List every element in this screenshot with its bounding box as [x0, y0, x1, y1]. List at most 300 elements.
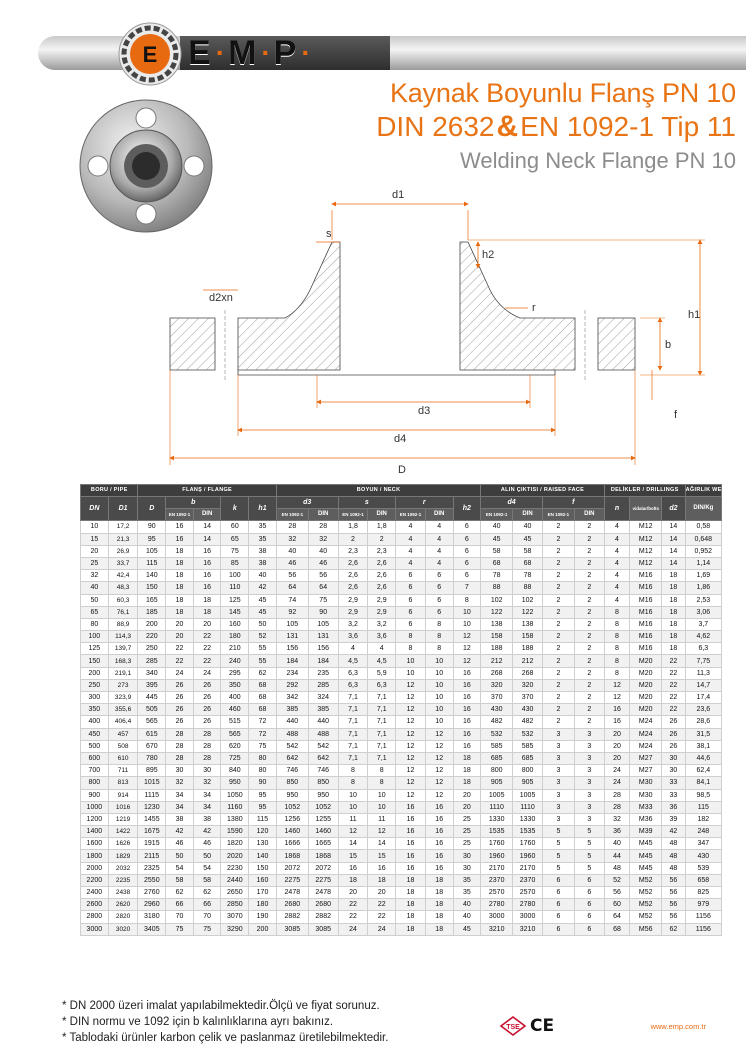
- table-cell: 7,1: [338, 704, 368, 716]
- table-cell: 488: [276, 728, 308, 740]
- table-cell: 16: [604, 704, 630, 716]
- table-cell: 18: [166, 582, 194, 594]
- table-cell: 24: [604, 765, 630, 777]
- table-cell: 32: [166, 777, 194, 789]
- table-cell: 2230: [221, 862, 249, 874]
- table-cell: 56: [662, 887, 685, 899]
- table-cell: 32: [308, 533, 338, 545]
- table-cell: 2850: [221, 899, 249, 911]
- table-cell: 18: [453, 765, 481, 777]
- table-cell: 12: [396, 716, 426, 728]
- table-cell: 4: [338, 643, 368, 655]
- table-cell: 905: [513, 777, 543, 789]
- table-cell: 1,86: [685, 582, 721, 594]
- table-cell: 1960: [513, 850, 543, 862]
- table-cell: 168,3: [108, 655, 138, 667]
- table-cell: 18: [425, 923, 453, 935]
- table-cell: 95: [138, 533, 166, 545]
- table-cell: 8: [396, 631, 426, 643]
- table-cell: 28: [193, 728, 221, 740]
- table-cell: 34: [193, 789, 221, 801]
- table-cell: M45: [630, 838, 662, 850]
- table-cell: 40: [308, 545, 338, 557]
- table-row: [81, 874, 722, 886]
- table-cell: 22: [193, 643, 221, 655]
- table-cell: M45: [630, 862, 662, 874]
- table-row: [81, 655, 722, 667]
- table-cell: 6: [453, 521, 481, 533]
- table-cell: 100: [81, 631, 109, 643]
- website-link[interactable]: www.emp.com.tr: [650, 1022, 706, 1031]
- table-cell: 66: [193, 899, 221, 911]
- table-cell: 7: [453, 582, 481, 594]
- table-cell: 2115: [138, 850, 166, 862]
- table-cell: 1665: [308, 838, 338, 850]
- table-cell: 2600: [81, 899, 109, 911]
- table-row: [81, 606, 722, 618]
- table-row: [81, 557, 722, 569]
- table-cell: 3: [574, 813, 604, 825]
- table-cell: 26: [662, 716, 685, 728]
- table-cell: 20: [604, 752, 630, 764]
- table-cell: 5: [574, 862, 604, 874]
- table-cell: 500: [81, 740, 109, 752]
- table-cell: 2: [574, 521, 604, 533]
- table-cell: 1800: [81, 850, 109, 862]
- table-cell: 46: [193, 838, 221, 850]
- table-cell: 138: [481, 618, 513, 630]
- table-cell: 12: [396, 679, 426, 691]
- table-cell: 28: [166, 752, 194, 764]
- table-cell: 385: [276, 704, 308, 716]
- table-cell: 52: [249, 631, 277, 643]
- table-cell: 62: [166, 887, 194, 899]
- table-cell: 56: [662, 899, 685, 911]
- table-cell: 2680: [308, 899, 338, 911]
- table-cell: 26: [166, 716, 194, 728]
- table-cell: 850: [308, 777, 338, 789]
- table-cell: 323,9: [108, 692, 138, 704]
- table-cell: 1535: [513, 826, 543, 838]
- col-d4: d4: [481, 497, 543, 509]
- table-cell: 24: [193, 667, 221, 679]
- table-cell: 1868: [276, 850, 308, 862]
- table-cell: 7,1: [368, 752, 396, 764]
- table-cell: 58: [481, 545, 513, 557]
- std-din: DIN: [308, 509, 338, 521]
- table-cell: 26,9: [108, 545, 138, 557]
- table-cell: M20: [630, 667, 662, 679]
- table-cell: 2: [542, 594, 574, 606]
- table-row: [81, 618, 722, 630]
- table-cell: 532: [481, 728, 513, 740]
- label-r: r: [532, 302, 536, 314]
- table-cell: 5: [542, 838, 574, 850]
- table-cell: 6: [453, 533, 481, 545]
- table-cell: 979: [685, 899, 721, 911]
- table-cell: 2820: [108, 911, 138, 923]
- table-cell: 350: [221, 679, 249, 691]
- table-cell: 2: [542, 533, 574, 545]
- col-r: r: [396, 497, 453, 509]
- table-cell: 2760: [138, 887, 166, 899]
- table-cell: 190: [249, 911, 277, 923]
- table-cell: 285: [308, 679, 338, 691]
- table-cell: 7,1: [338, 752, 368, 764]
- table-cell: 138: [513, 618, 543, 630]
- table-cell: 1050: [221, 789, 249, 801]
- table-cell: 3,6: [338, 631, 368, 643]
- table-cell: 18: [396, 899, 426, 911]
- table-cell: 2680: [276, 899, 308, 911]
- table-cell: 7,1: [338, 740, 368, 752]
- table-cell: 6: [396, 582, 426, 594]
- table-cell: 813: [108, 777, 138, 789]
- table-cell: 68: [604, 923, 630, 935]
- table-cell: 4: [425, 557, 453, 569]
- table-cell: 2: [542, 716, 574, 728]
- table-cell: 1052: [276, 801, 308, 813]
- table-cell: 20: [193, 618, 221, 630]
- tse-label: TSE: [506, 1024, 520, 1031]
- table-cell: 2,3: [338, 545, 368, 557]
- table-cell: 2: [542, 521, 574, 533]
- table-cell: 18: [662, 570, 685, 582]
- table-cell: 2,6: [368, 570, 396, 582]
- table-cell: 44,6: [685, 752, 721, 764]
- col-bolts: vidalar/bolts: [630, 497, 662, 521]
- table-cell: 10: [425, 716, 453, 728]
- table-cell: 33: [662, 777, 685, 789]
- table-cell: 12: [425, 752, 453, 764]
- table-cell: 24: [166, 667, 194, 679]
- col-f: f: [542, 497, 604, 509]
- table-cell: 2370: [513, 874, 543, 886]
- table-cell: 100: [221, 570, 249, 582]
- table-cell: 22: [662, 679, 685, 691]
- table-cell: 2,9: [368, 594, 396, 606]
- table-cell: 64: [276, 582, 308, 594]
- table-cell: 40: [81, 582, 109, 594]
- table-cell: 10: [453, 606, 481, 618]
- table-cell: 85: [221, 557, 249, 569]
- table-cell: 248: [685, 826, 721, 838]
- table-cell: 3000: [481, 911, 513, 923]
- table-cell: 16: [193, 545, 221, 557]
- table-cell: 30: [453, 850, 481, 862]
- table-cell: 3: [574, 777, 604, 789]
- table-row: [81, 533, 722, 545]
- table-cell: 6: [396, 618, 426, 630]
- table-row: [81, 923, 722, 935]
- table-cell: 2: [574, 545, 604, 557]
- table-cell: 16: [453, 716, 481, 728]
- table-cell: 895: [138, 765, 166, 777]
- table-cell: 3180: [138, 911, 166, 923]
- table-cell: 12: [396, 765, 426, 777]
- table-cell: 4: [396, 521, 426, 533]
- table-cell: 3,7: [685, 618, 721, 630]
- table-row: [81, 643, 722, 655]
- table-cell: 16: [396, 862, 426, 874]
- table-cell: 950: [276, 789, 308, 801]
- table-cell: 68: [481, 557, 513, 569]
- table-cell: 12: [338, 826, 368, 838]
- table-cell: 68: [249, 692, 277, 704]
- table-cell: 6: [542, 899, 574, 911]
- table-cell: 7,1: [368, 704, 396, 716]
- table-cell: 150: [81, 655, 109, 667]
- table-cell: 16: [396, 850, 426, 862]
- table-cell: 320: [513, 679, 543, 691]
- table-cell: 25: [453, 826, 481, 838]
- table-cell: 2275: [276, 874, 308, 886]
- table-cell: M39: [630, 826, 662, 838]
- table-cell: 14,7: [685, 679, 721, 691]
- table-cell: 2: [542, 655, 574, 667]
- table-cell: 539: [685, 862, 721, 874]
- table-cell: 182: [685, 813, 721, 825]
- table-cell: 12: [425, 728, 453, 740]
- table-cell: 2: [574, 679, 604, 691]
- table-cell: 1255: [308, 813, 338, 825]
- table-cell: 1600: [81, 838, 109, 850]
- table-cell: 56: [662, 874, 685, 886]
- table-cell: 3,06: [685, 606, 721, 618]
- table-cell: 22: [166, 643, 194, 655]
- table-cell: 16: [193, 570, 221, 582]
- table-cell: 2620: [108, 899, 138, 911]
- table-cell: 28: [193, 752, 221, 764]
- table-cell: 16: [604, 716, 630, 728]
- table-cell: 5: [574, 826, 604, 838]
- table-cell: 532: [513, 728, 543, 740]
- table-cell: 3,6: [368, 631, 396, 643]
- table-cell: 56: [276, 570, 308, 582]
- table-cell: 1,8: [338, 521, 368, 533]
- table-cell: 24: [338, 923, 368, 935]
- table-cell: 406,4: [108, 716, 138, 728]
- table-cell: 184: [276, 655, 308, 667]
- table-cell: 2650: [221, 887, 249, 899]
- table-cell: 1052: [308, 801, 338, 813]
- table-cell: 4: [604, 557, 630, 569]
- table-cell: 12: [425, 789, 453, 801]
- table-cell: 6: [574, 874, 604, 886]
- std-en: EN 1092-1: [338, 509, 368, 521]
- table-cell: 1400: [81, 826, 109, 838]
- table-cell: 26: [193, 679, 221, 691]
- table-cell: 22: [166, 655, 194, 667]
- table-cell: 2,6: [368, 557, 396, 569]
- table-cell: 2: [574, 655, 604, 667]
- table-cell: 1200: [81, 813, 109, 825]
- table-cell: 3070: [221, 911, 249, 923]
- ce-mark: CE: [530, 1016, 555, 1036]
- table-cell: 488: [308, 728, 338, 740]
- table-cell: 28: [308, 521, 338, 533]
- table-cell: 10: [425, 655, 453, 667]
- table-cell: 70: [166, 911, 194, 923]
- table-cell: 1666: [276, 838, 308, 850]
- table-cell: 2: [574, 594, 604, 606]
- table-cell: 28: [166, 740, 194, 752]
- table-cell: 14: [662, 521, 685, 533]
- table-cell: 60,3: [108, 594, 138, 606]
- table-cell: 16: [453, 704, 481, 716]
- table-row: [81, 850, 722, 862]
- table-cell: 515: [221, 716, 249, 728]
- table-cell: 52: [604, 874, 630, 886]
- footnotes: [62, 998, 388, 1046]
- table-cell: 2032: [108, 862, 138, 874]
- table-cell: 24: [604, 777, 630, 789]
- table-cell: 95: [249, 801, 277, 813]
- table-cell: 14: [193, 521, 221, 533]
- table-cell: 16: [166, 521, 194, 533]
- table-cell: 285: [138, 655, 166, 667]
- table-cell: 30: [166, 765, 194, 777]
- table-cell: M12: [630, 533, 662, 545]
- table-cell: 2: [368, 533, 396, 545]
- table-cell: 26: [662, 740, 685, 752]
- table-cell: 2325: [138, 862, 166, 874]
- table-cell: 2: [574, 533, 604, 545]
- table-cell: 22: [193, 631, 221, 643]
- table-cell: 1675: [138, 826, 166, 838]
- table-cell: 56: [604, 887, 630, 899]
- table-cell: 62: [249, 667, 277, 679]
- table-cell: 6: [453, 545, 481, 557]
- table-cell: 21,3: [108, 533, 138, 545]
- label-d4: d4: [394, 433, 407, 445]
- table-cell: 170: [249, 887, 277, 899]
- table-cell: 158: [513, 631, 543, 643]
- table-cell: 16: [453, 679, 481, 691]
- table-cell: 16: [368, 862, 396, 874]
- table-cell: M52: [630, 911, 662, 923]
- table-cell: 18: [662, 618, 685, 630]
- table-cell: 746: [276, 765, 308, 777]
- table-cell: 250: [81, 679, 109, 691]
- table-cell: 4: [604, 533, 630, 545]
- table-cell: 26: [166, 679, 194, 691]
- table-cell: 55: [249, 655, 277, 667]
- table-cell: 58: [166, 874, 194, 886]
- table-cell: 2235: [108, 874, 138, 886]
- table-cell: M16: [630, 594, 662, 606]
- table-cell: 2570: [513, 887, 543, 899]
- std-din: DIN: [193, 509, 221, 521]
- table-cell: 7,75: [685, 655, 721, 667]
- table-cell: 16: [338, 862, 368, 874]
- table-cell: 125: [221, 594, 249, 606]
- table-cell: 16: [166, 533, 194, 545]
- table-cell: 2170: [481, 862, 513, 874]
- table-cell: 10: [425, 667, 453, 679]
- table-cell: 184: [308, 655, 338, 667]
- table-cell: 18: [662, 643, 685, 655]
- table-cell: 16: [453, 692, 481, 704]
- table-cell: 370: [513, 692, 543, 704]
- table-cell: 28: [276, 521, 308, 533]
- table-cell: 0,58: [685, 521, 721, 533]
- table-cell: 3000: [81, 923, 109, 935]
- table-cell: 22: [368, 911, 396, 923]
- table-cell: 2960: [138, 899, 166, 911]
- table-cell: 18: [166, 606, 194, 618]
- table-cell: 14: [662, 545, 685, 557]
- std-din: DIN: [425, 509, 453, 521]
- table-cell: 5,9: [368, 667, 396, 679]
- table-cell: 2,6: [368, 582, 396, 594]
- table-cell: M20: [630, 692, 662, 704]
- table-cell: 14: [368, 838, 396, 850]
- table-cell: 4: [425, 521, 453, 533]
- label-h1: h1: [688, 309, 701, 321]
- table-cell: 16: [453, 740, 481, 752]
- table-cell: 38: [249, 545, 277, 557]
- table-cell: 1829: [108, 850, 138, 862]
- table-cell: 54: [193, 862, 221, 874]
- table-cell: 4,62: [685, 631, 721, 643]
- table-cell: 2370: [481, 874, 513, 886]
- table-cell: 219,1: [108, 667, 138, 679]
- table-row: [81, 887, 722, 899]
- table-cell: 88: [513, 582, 543, 594]
- table-cell: 2: [542, 667, 574, 679]
- table-cell: 145: [221, 606, 249, 618]
- table-cell: 220: [138, 631, 166, 643]
- table-cell: 42: [662, 826, 685, 838]
- table-cell: 268: [481, 667, 513, 679]
- table-cell: 8: [604, 606, 630, 618]
- table-cell: 20: [81, 545, 109, 557]
- table-cell: M36: [630, 813, 662, 825]
- table-cell: 542: [308, 740, 338, 752]
- table-cell: 18: [193, 594, 221, 606]
- table-cell: 4: [368, 643, 396, 655]
- table-cell: 620: [221, 740, 249, 752]
- tse-mark-icon: [500, 1016, 526, 1036]
- table-cell: 2: [542, 692, 574, 704]
- footnote: * DN 2000 üzeri imalat yapılabilmektedir.Ölçü ve fiyat sorunuz.: [62, 1000, 380, 1012]
- table-cell: 295: [221, 667, 249, 679]
- table-cell: 5: [542, 826, 574, 838]
- table-cell: 11: [338, 813, 368, 825]
- table-cell: 188: [481, 643, 513, 655]
- table-cell: 1156: [685, 923, 721, 935]
- table-cell: 12: [453, 643, 481, 655]
- table-cell: 90: [308, 606, 338, 618]
- table-row: [81, 752, 722, 764]
- table-cell: 36: [662, 801, 685, 813]
- table-cell: 2,53: [685, 594, 721, 606]
- table-cell: 212: [513, 655, 543, 667]
- table-cell: 1,8: [368, 521, 396, 533]
- table-cell: 3: [574, 801, 604, 813]
- table-cell: 18: [166, 570, 194, 582]
- table-cell: 11: [368, 813, 396, 825]
- table-cell: 3405: [138, 923, 166, 935]
- title-line-3: Welding Neck Flange PN 10: [460, 148, 736, 173]
- table-cell: M20: [630, 679, 662, 691]
- table-cell: 45: [513, 533, 543, 545]
- table-cell: 3: [542, 728, 574, 740]
- col-n: n: [604, 497, 630, 521]
- table-cell: 28: [193, 740, 221, 752]
- table-cell: 45: [249, 606, 277, 618]
